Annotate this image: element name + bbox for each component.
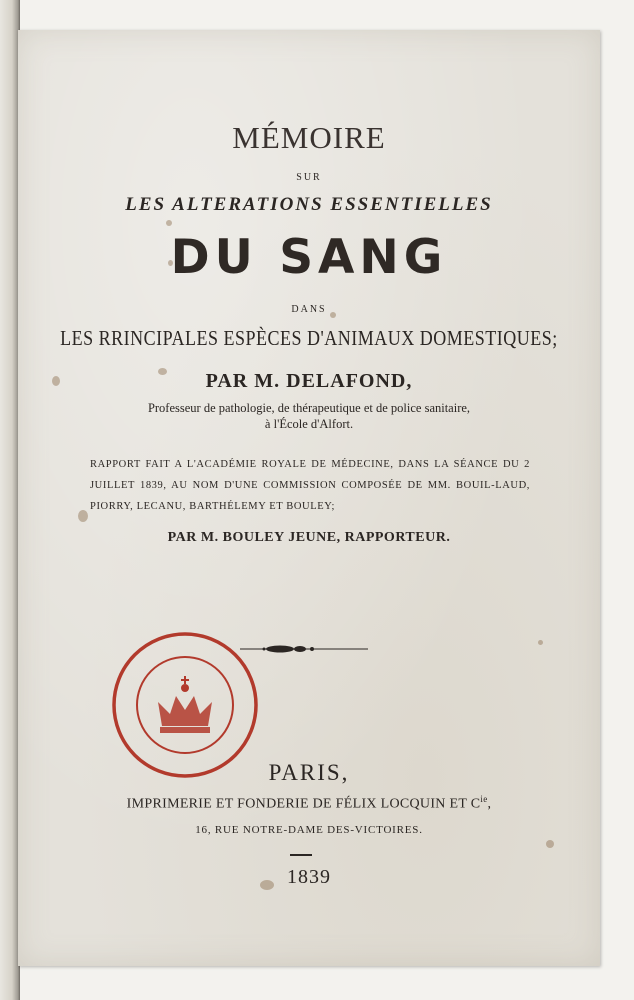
rapporteur-line: PAR M. BOULEY JEUNE, RAPPORTEUR. [167,530,451,545]
foxing-spot [538,640,543,645]
foxing-spot [166,220,172,226]
printer-line [18,794,600,813]
publication-year: 1839 [287,866,331,888]
credentials-line-2: à l'École d'Alfort. [264,417,354,431]
alterations-title: LES ALTERATIONS ESSENTIELLES [125,194,493,215]
printer-name: IMPRIMERIE ET FONDERIE DE FÉLIX LOCQUIN ET C [126,796,481,812]
memoire-heading: MÉMOIRE [232,120,386,155]
report-paragraph: RAPPORT FAIT A L'ACADÉMIE ROYALE DE MÉDECINE, DANS LA SÉANCE DU 2 JUILLET 1839, AU NOM D'UNE COMMISSION COMPOSÉE DE MM. BOUIL-LAUD, PIORRY, LECANU, BARTHÉLEMY ET BOULEY; [90,459,530,512]
species-subtitle: LES RRINCIPALES ESPÈCES D'ANIMAUX DOMESTIQUES; [60,326,558,350]
divider-rule [290,854,312,856]
author-credentials [18,400,600,432]
author-line: PAR M. DELAFOND, [205,370,413,392]
foxing-spot [78,510,88,522]
dans-word: DANS [291,304,327,315]
credentials-line-1: Professeur de pathologie, de thérapeutique et de police sanitaire, [147,401,471,415]
sur-word: SUR [296,172,322,183]
printer-comma: , [487,796,492,812]
printer-address: 16, RUE NOTRE-DAME DES-VICTOIRES. [195,824,423,836]
foxing-spot [546,840,554,848]
printer-superscript: ie [480,794,488,804]
city-line: PARIS, [268,760,350,785]
book-spine [0,0,20,1000]
library-stamp-icon [110,630,260,780]
title-page [18,30,600,966]
du-sang-title: DU SANG [170,230,448,285]
